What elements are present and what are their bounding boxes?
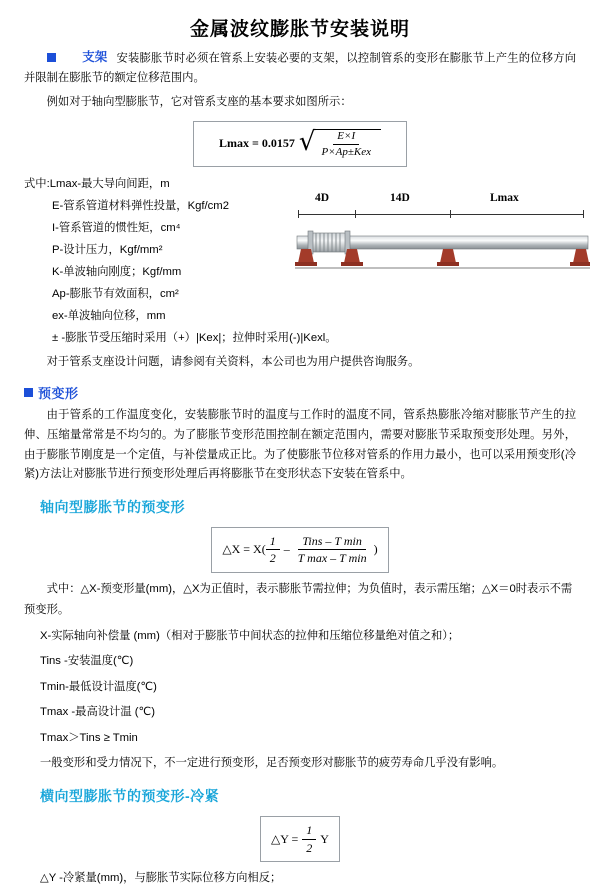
axial-note: Tmax＞Tins ≥ Tmin [40, 731, 138, 744]
axial-equation-wrapper [0, 527, 600, 573]
blue-square-icon [24, 388, 33, 397]
lmax-formula-denominator: P×Ap±Kex [321, 145, 371, 158]
axial-equation-box [211, 527, 388, 573]
lmax-formula-lhs: Lmax = 0.0157 [219, 136, 295, 151]
legend-item: Ap-膨胀节有效面积，cm² [52, 288, 179, 301]
lateral-fraction-denominator: 2 [306, 840, 313, 855]
pipe-support-figure [295, 192, 590, 280]
lateral-predeform-heading: 横向型膨胀节的预变形-冷紧 [40, 788, 220, 805]
axial-note: 式中：△X-预变形量(mm)，△X为正值时，表示膨胀节需拉伸；为负值时，表示需压缩；△X＝0时表示不需预变形。 [24, 582, 573, 617]
document-page [0, 14, 600, 885]
lateral-equation-rhs: Y [320, 831, 329, 846]
figure-label-14d: 14D [390, 192, 410, 204]
lateral-equation-wrapper [0, 816, 600, 862]
support-section-paragraph-2: 例如对于轴向型膨胀节，它对管系支座的基本要求如图所示： [46, 95, 352, 108]
support-section-paragraph-1 [24, 47, 576, 89]
lmax-formula-numerator: E×I [333, 130, 359, 145]
lmax-formula-box [193, 121, 407, 167]
legend-item: I-管系管道的惯性矩，cm⁴ [52, 222, 181, 235]
axial-note: Tins -安装温度(℃) [40, 655, 134, 668]
legend-item: ex-单波轴向位移，mm [52, 310, 166, 323]
legend-item: P-设计压力，Kgf/mm² [52, 244, 163, 257]
figure-dimension-ticks [295, 210, 590, 218]
lateral-equation-lhs: △Y = [271, 831, 299, 846]
axial-predeform-heading: 轴向型膨胀节的预变形 [40, 499, 185, 516]
square-root-icon: √ $\frac{E\times I}{\text{P×Ap±Kex}}$ [299, 129, 381, 159]
page-title: 金属波纹膨胀节安装说明 [189, 19, 410, 40]
lateral-note: △Y -冷紧量(mm)，与膨胀节实际位移方向相反； [40, 872, 282, 885]
figure-label-4d: 4D [315, 192, 330, 204]
axial-note: 一般变形和受力情况下，不一定进行预变形，足否预变形对膨胀节的疲劳寿命几乎没有影响。 [40, 757, 504, 770]
blue-square-icon [47, 53, 56, 62]
figure-label-lmax: Lmax [490, 192, 519, 204]
axial-fraction-half-denominator: 2 [269, 551, 276, 566]
legend-item: K-单波轴向刚度；Kgf/mm [52, 266, 182, 279]
axial-equation-fraction-half [266, 534, 280, 566]
lmax-formula-fraction [317, 130, 375, 159]
support-section-label: 支架 [82, 50, 108, 64]
predeform-paragraph: 由于管系的工作温度变化，安装膨胀节时的温度与工作时的温度不同，管系热膨胀冷缩对膨胀节产生的拉伸、压缩量常常是不均匀的。为了膨胀节变形范围控制在额定范围内，需要对膨胀节采取预变形处理。另外，由于膨胀节刚度是一个定值，与补偿量成正比。为了使膨胀节位移对管系的作用力最小，也可以采用预变形(冷紧)方法让对膨胀节进行预变形处理后再将膨胀节在变形状态下安装在管系中。 [24, 409, 576, 481]
support-section-closing: 对于管系支座设计问题，请参阅有关资料，本公司也为用户提供咨询服务。 [46, 356, 420, 369]
axial-note: Tmin-最低设计温度(℃) [40, 680, 157, 693]
axial-fraction-temp-numerator: Tins – T min [298, 534, 365, 550]
axial-note: Tmax -最高设计温 (℃) [40, 706, 155, 719]
predeform-section-label: 预变形 [38, 386, 79, 401]
support-section-heading [47, 47, 114, 69]
axial-equation-lhs: △X = X( [222, 542, 266, 557]
lateral-fraction-numerator: 1 [302, 823, 316, 839]
lateral-equation-box [260, 816, 340, 862]
legend-item: E-管系管道材料弹性投量，Kgf/cm2 [52, 200, 230, 213]
legend-item: 式中:Lmax-最大导向间距，m [24, 178, 170, 191]
axial-equation-fraction-temp [294, 534, 371, 566]
axial-fraction-temp-denominator: T max – T min [297, 551, 367, 566]
pipe-diagram-icon [295, 218, 590, 280]
figure-labels [295, 192, 590, 208]
axial-note: X-实际轴向补偿量 (mm)（相对于膨胀节中间状态的拉伸和压缩位移量绝对值之和）； [40, 629, 460, 642]
axial-fraction-half-numerator: 1 [266, 534, 280, 550]
lateral-equation-fraction-half [302, 823, 316, 855]
support-paragraph-1-text: 安装膨胀节时必须在管系上安装必要的支架，以控制管系的变形在膨胀节上产生的位移方向并限制在膨胀节的额定位移范围内。 [24, 52, 576, 85]
axial-equation-minus: – [283, 542, 290, 557]
legend-item: ± -膨胀节受压缩时采用（+）|Kex|；拉伸时采用(-)|Kexl。 [52, 332, 337, 345]
axial-equation-rhs: ) [373, 542, 378, 557]
predeform-section-heading [24, 383, 600, 402]
